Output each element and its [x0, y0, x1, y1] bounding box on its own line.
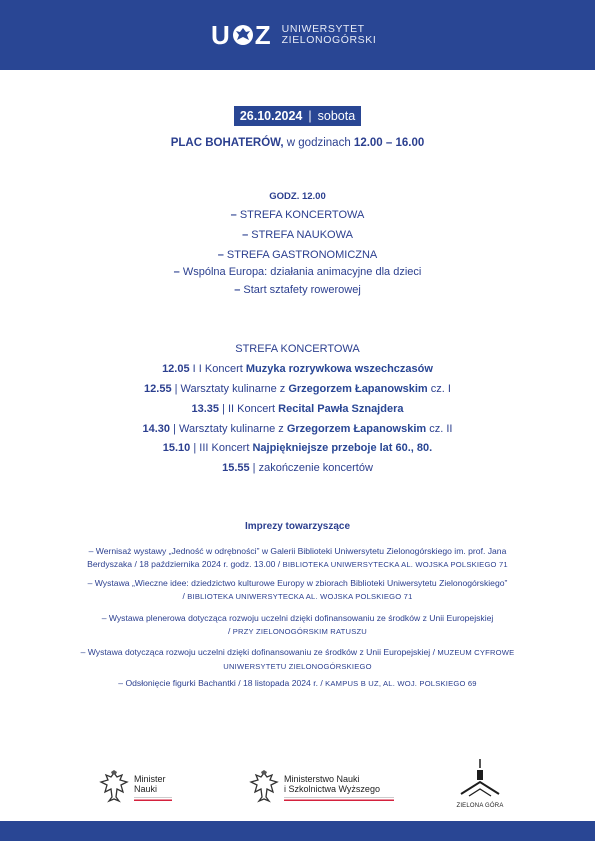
sponsor-minister-nauki[interactable]	[98, 770, 172, 804]
zone-item: – STREFA GASTRONOMICZNA	[217, 249, 378, 261]
logo-line-1: UNIWERSYTET	[281, 23, 365, 35]
schedule-item: 15.55 | zakończenie koncertów	[222, 462, 373, 474]
start-time-heading: GODZ. 12.00	[269, 191, 326, 202]
event-item: – Odsłonięcie figurki Bachantki / 18 listopada 2024 r. / KAMPUS B UZ, AL. WOJ. POLSKIEGO 69	[118, 678, 477, 688]
schedule-item: 15.10 | III Koncert Najpiękniejsze przeboje lat 60., 80.	[162, 442, 433, 454]
footer-bar	[0, 821, 595, 841]
schedule-item: 13.35 | II Koncert Recital Pawła Sznajdera	[191, 403, 404, 415]
concert-zone-heading: STREFA KONCERTOWA	[235, 343, 360, 355]
event-weekday: sobota	[317, 109, 356, 123]
sponsor-ministerstwo[interactable]	[248, 770, 394, 804]
sponsor-line-1: Ministerstwo Nauki	[284, 773, 360, 784]
schedule-item: 12.05 I I Koncert Muzyka rozrywkowa wszechczasów	[162, 363, 433, 375]
uz-logo-mark	[211, 20, 272, 50]
logo-line-2: ZIELONOGÓRSKI	[281, 34, 377, 46]
logo-letter-z: Z	[254, 20, 272, 50]
zone-item: – STREFA NAUKOWA	[242, 229, 353, 241]
event-item: – Wernisaż wystawy „Jedność w odrębności” w Galerii Biblioteki Uniwersytetu Zielonogórskiego im. prof. Jana Berdyszaka / 18 października 2024 r. godz. 13.00 / BIBLIOTEKA UNIWERSYTECKA AL. WOJSKA POLSKIEGO 71	[87, 546, 508, 569]
date-separator: |	[308, 109, 312, 123]
zielona-gora-logo[interactable]	[455, 758, 505, 808]
sponsor-line-2: Nauki	[134, 783, 158, 794]
city-logo-label: ZIELONA GÓRA	[456, 803, 504, 809]
polish-eagle-icon	[98, 770, 130, 804]
zone-item: – Wspólna Europa: działania animacyjne dla dzieci	[173, 266, 422, 278]
polish-flag-stripe	[284, 797, 394, 801]
sponsor-line-2: i Szkolnictwa Wyższego	[284, 783, 380, 794]
polish-eagle-icon	[248, 770, 280, 804]
event-date: 26.10.2024	[239, 109, 303, 123]
city-tower-icon	[455, 758, 505, 798]
place-middle: w godzinach	[283, 137, 354, 149]
schedule-item: 12.55 | Warsztaty kulinarne z Grzegorzem Łapanowskim cz. I	[144, 383, 451, 395]
logo-text	[282, 24, 377, 46]
accompanying-events-heading: Imprezy towarzyszące	[244, 521, 351, 532]
logo-letter-u: U	[211, 20, 231, 50]
university-logo[interactable]	[211, 20, 376, 50]
event-item: – Wystawa plenerowa dotycząca rozwoju uczelni dzięki dofinansowaniu ze środków z Unii Europejskiej / PRZY ZIELONOGÓRSKIM RATUSZU	[101, 613, 494, 636]
place-name: PLAC BOHATERÓW,	[170, 137, 284, 149]
zone-item: – Start sztafety rowerowej	[234, 284, 361, 296]
place-line	[0, 137, 595, 149]
event-item: – Wystawa „Wieczne idee: dziedzictwo kulturowe Europy w zbiorach Biblioteki Uniwersytetu Zielonogórskiego” / BIBLIOTEKA UNIWERSYTECKA AL. WOJSKA POLSKIEGO 71	[87, 578, 508, 601]
zone-item: – STREFA KONCERTOWA	[230, 209, 365, 221]
date-row	[0, 106, 595, 126]
place-hours: 12.00 – 16.00	[353, 137, 425, 149]
eagle-emblem-icon	[232, 24, 254, 46]
header-bar	[0, 0, 595, 70]
schedule-item: 14.30 | Warsztaty kulinarne z Grzegorzem Łapanowskim cz. II	[142, 423, 453, 435]
event-item: – Wystawa dotycząca rozwoju uczelni dzięki dofinansowaniu ze środków z Unii Europejskiej / MUZEUM CYFROWE UNIWERSYTETU ZIELONOGÓRSKIEGO	[80, 647, 515, 671]
date-badge	[234, 106, 361, 126]
polish-flag-stripe	[134, 797, 172, 801]
sponsor-line-1: Minister	[134, 773, 166, 784]
